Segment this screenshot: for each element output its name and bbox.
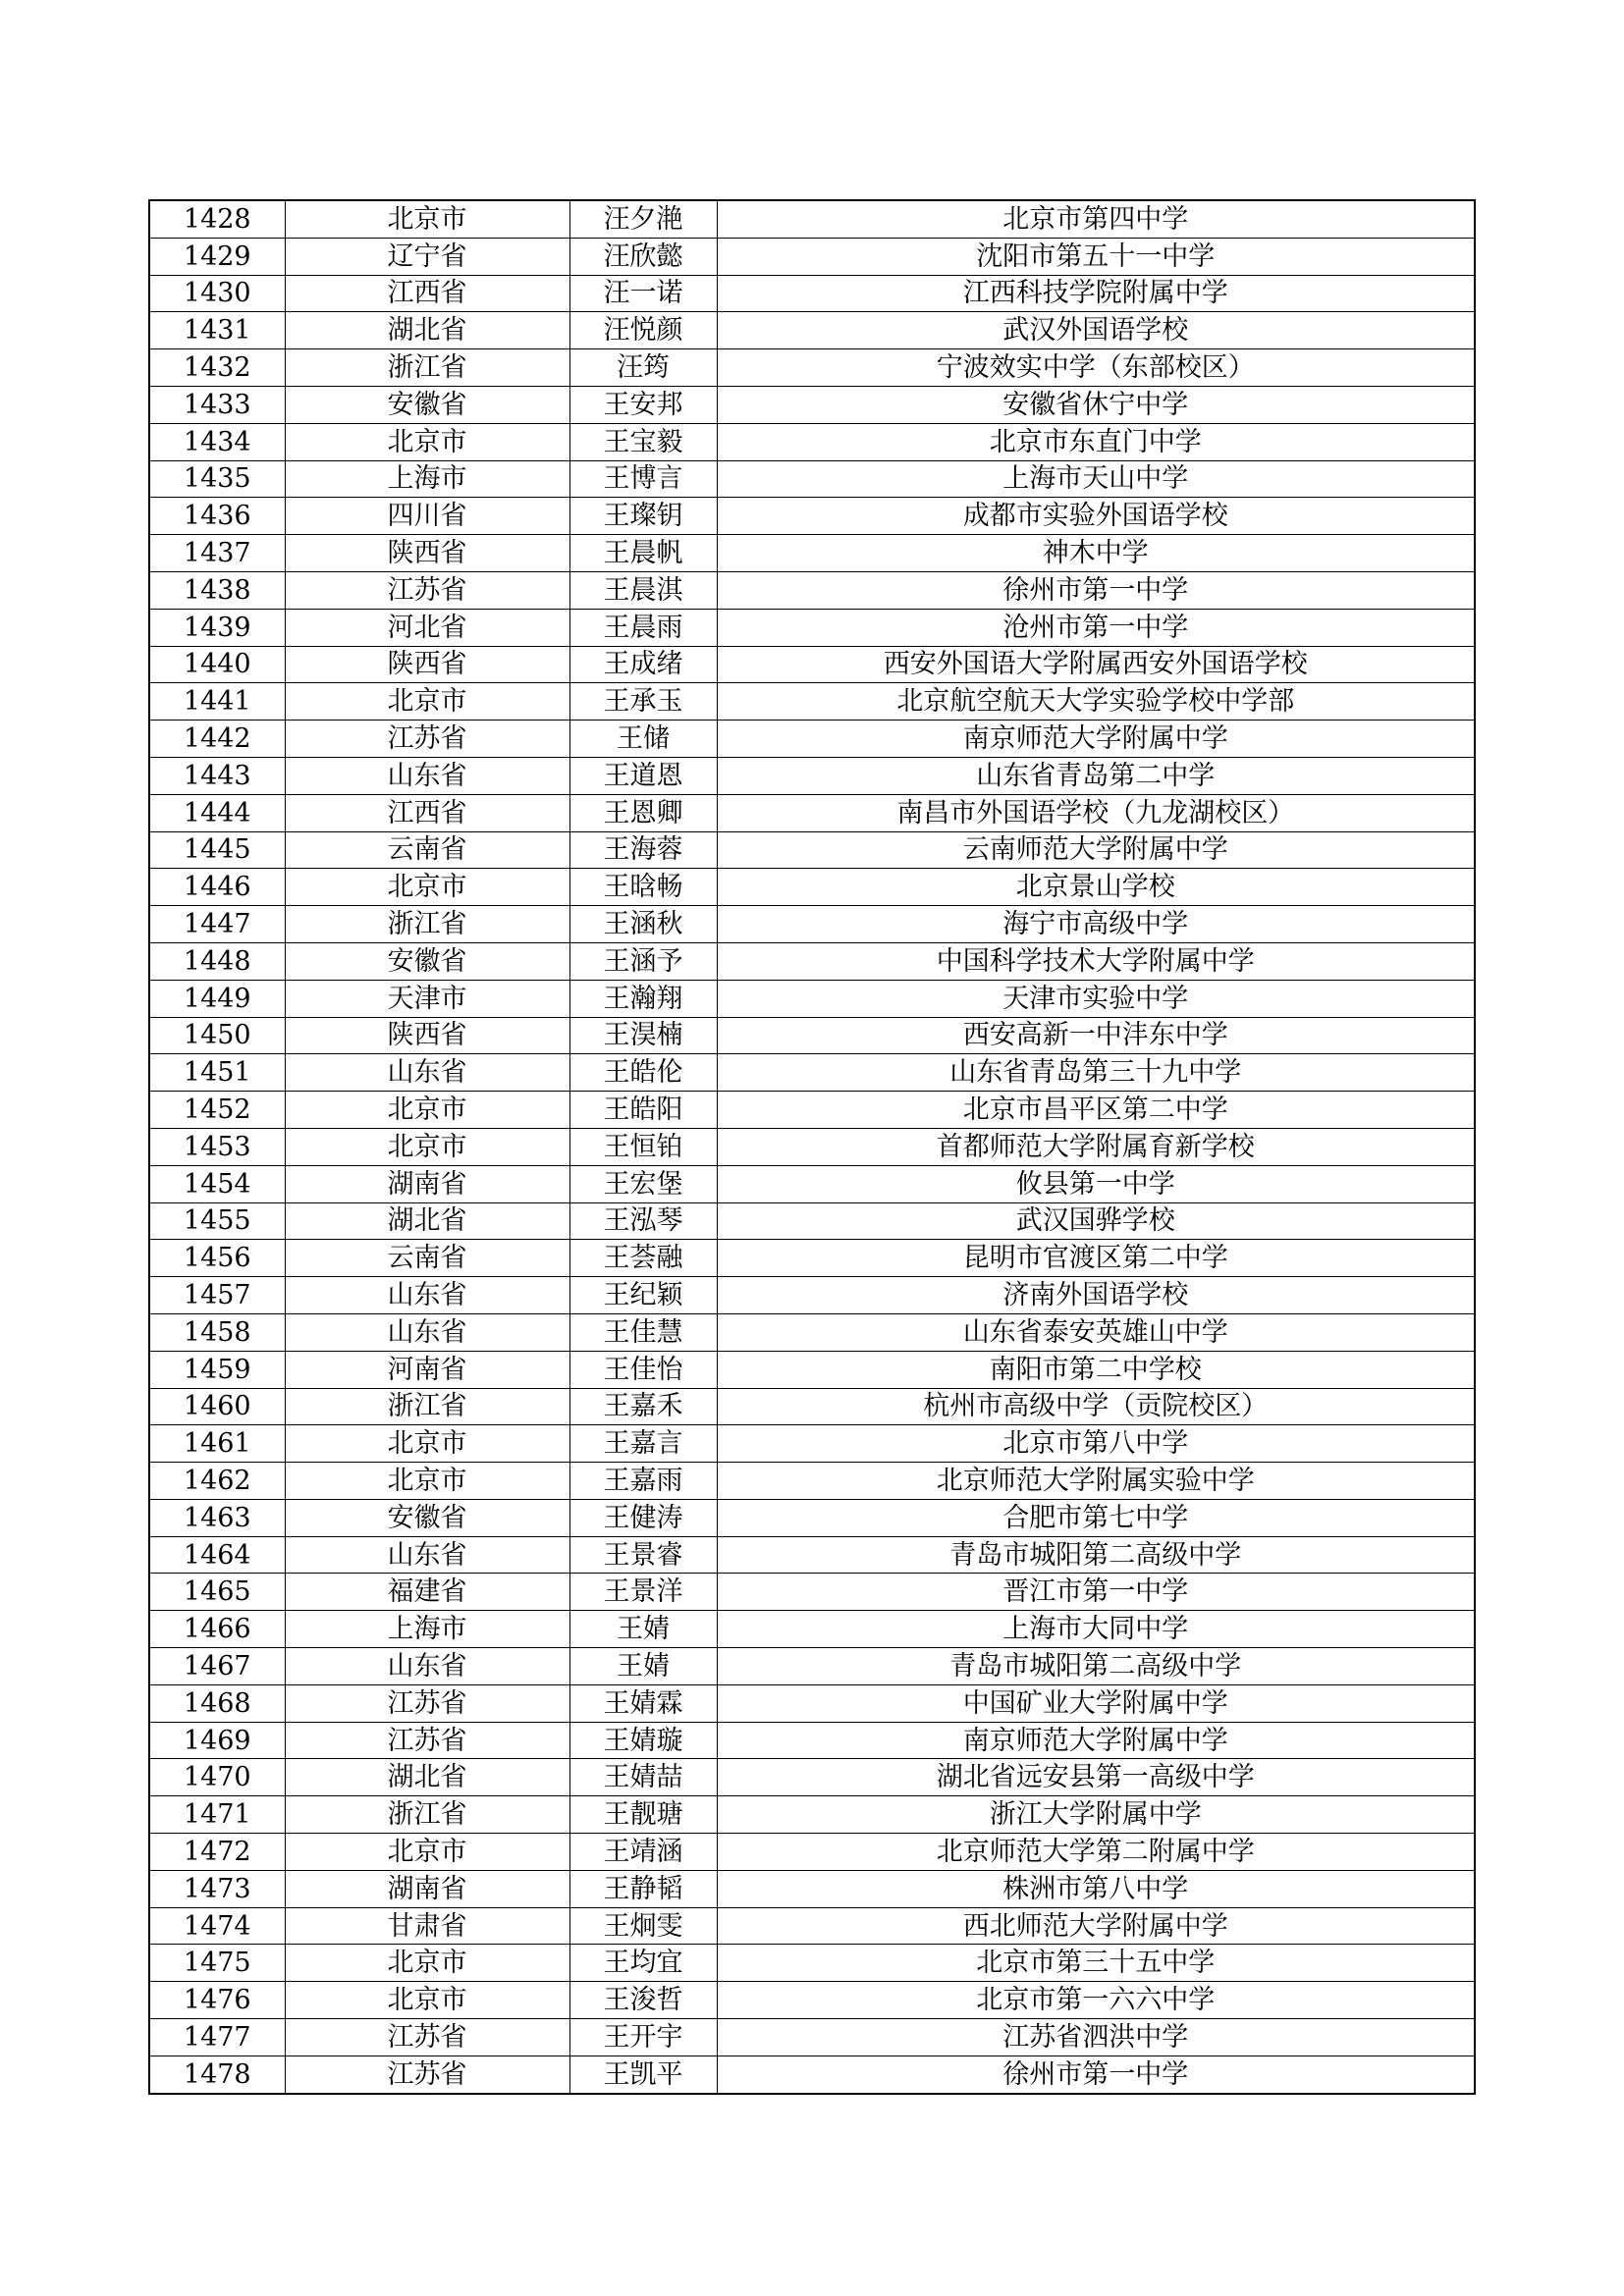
table-row [149,2019,1475,2056]
table-row [149,1313,1475,1351]
table-row [149,200,1475,238]
cell-province: 北京市 [285,423,569,460]
cell-school: 天津市实验中学 [717,980,1475,1017]
table-row [149,1684,1475,1722]
cell-school: 株洲市第八中学 [717,1870,1475,1907]
cell-school: 上海市天山中学 [717,460,1475,498]
table-row [149,721,1475,758]
cell-name: 王淏楠 [569,1017,717,1054]
cell-school: 北京师范大学附属实验中学 [717,1463,1475,1500]
table-row [149,1907,1475,1945]
table-row [149,1648,1475,1685]
cell-number: 1471 [149,1796,285,1834]
cell-province: 湖北省 [285,1759,569,1796]
cell-province: 辽宁省 [285,238,569,275]
cell-name: 王海蓉 [569,831,717,869]
cell-province: 北京市 [285,200,569,238]
cell-number: 1472 [149,1834,285,1871]
cell-school: 云南师范大学附属中学 [717,831,1475,869]
cell-number: 1462 [149,1463,285,1500]
cell-name: 王宏堡 [569,1165,717,1202]
cell-number: 1452 [149,1092,285,1129]
table-row [149,1277,1475,1314]
cell-school: 青岛市城阳第二高级中学 [717,1536,1475,1574]
cell-school: 江苏省泗洪中学 [717,2019,1475,2056]
table-row [149,1128,1475,1165]
cell-name: 王皓阳 [569,1092,717,1129]
cell-province: 陕西省 [285,1017,569,1054]
cell-province: 河北省 [285,609,569,646]
cell-name: 汪一诺 [569,275,717,312]
cell-name: 王婧璇 [569,1722,717,1759]
cell-province: 湖北省 [285,312,569,349]
table-row [149,683,1475,721]
cell-name: 王恒铂 [569,1128,717,1165]
cell-province: 江苏省 [285,1684,569,1722]
table-row [149,980,1475,1017]
cell-number: 1461 [149,1425,285,1463]
table-row [149,1202,1475,1240]
cell-number: 1463 [149,1499,285,1536]
cell-number: 1457 [149,1277,285,1314]
cell-school: 昆明市官渡区第二中学 [717,1240,1475,1277]
cell-province: 山东省 [285,1277,569,1314]
cell-name: 王嘉雨 [569,1463,717,1500]
cell-number: 1450 [149,1017,285,1054]
table-row [149,1611,1475,1648]
cell-number: 1449 [149,980,285,1017]
cell-number: 1445 [149,831,285,869]
cell-province: 江苏省 [285,721,569,758]
table-row [149,498,1475,535]
cell-name: 王涵秋 [569,906,717,943]
cell-number: 1451 [149,1054,285,1092]
cell-school: 杭州市高级中学（贡院校区） [717,1388,1475,1425]
cell-name: 王佳怡 [569,1351,717,1388]
cell-province: 安徽省 [285,942,569,980]
cell-name: 王靖涵 [569,1834,717,1871]
cell-school: 宁波效实中学（东部校区） [717,349,1475,387]
table-row [149,238,1475,275]
cell-number: 1456 [149,1240,285,1277]
cell-school: 西北师范大学附属中学 [717,1907,1475,1945]
cell-province: 河南省 [285,1351,569,1388]
table-row [149,794,1475,831]
cell-school: 山东省青岛第二中学 [717,757,1475,794]
cell-name: 王宝毅 [569,423,717,460]
cell-number: 1469 [149,1722,285,1759]
cell-name: 王靓瑭 [569,1796,717,1834]
cell-number: 1458 [149,1313,285,1351]
cell-name: 汪筠 [569,349,717,387]
cell-school: 北京市昌平区第二中学 [717,1092,1475,1129]
table-row [149,1351,1475,1388]
table-row [149,312,1475,349]
cell-name: 王婧 [569,1611,717,1648]
cell-province: 江西省 [285,275,569,312]
cell-province: 湖南省 [285,1870,569,1907]
cell-number: 1467 [149,1648,285,1685]
cell-school: 沧州市第一中学 [717,609,1475,646]
cell-number: 1478 [149,2056,285,2093]
cell-province: 北京市 [285,1945,569,1982]
cell-number: 1476 [149,1982,285,2019]
cell-name: 王开宇 [569,2019,717,2056]
cell-school: 江西科技学院附属中学 [717,275,1475,312]
cell-province: 上海市 [285,460,569,498]
cell-school: 首都师范大学附属育新学校 [717,1128,1475,1165]
cell-number: 1435 [149,460,285,498]
cell-school: 北京市第一六六中学 [717,1982,1475,2019]
cell-province: 北京市 [285,1128,569,1165]
cell-number: 1440 [149,646,285,683]
table-row [149,1165,1475,1202]
cell-number: 1444 [149,794,285,831]
cell-number: 1453 [149,1128,285,1165]
cell-province: 山东省 [285,1536,569,1574]
cell-province: 北京市 [285,1982,569,2019]
cell-school: 武汉国骅学校 [717,1202,1475,1240]
cell-school: 南京师范大学附属中学 [717,721,1475,758]
cell-number: 1460 [149,1388,285,1425]
cell-school: 徐州市第一中学 [717,571,1475,609]
cell-school: 北京师范大学第二附属中学 [717,1834,1475,1871]
cell-province: 山东省 [285,1648,569,1685]
cell-number: 1454 [149,1165,285,1202]
cell-province: 江西省 [285,794,569,831]
cell-school: 中国矿业大学附属中学 [717,1684,1475,1722]
cell-province: 江苏省 [285,2056,569,2093]
cell-number: 1431 [149,312,285,349]
cell-province: 浙江省 [285,349,569,387]
cell-name: 王静韬 [569,1870,717,1907]
cell-name: 王佳慧 [569,1313,717,1351]
cell-name: 王炯雯 [569,1907,717,1945]
cell-province: 山东省 [285,757,569,794]
cell-number: 1446 [149,869,285,906]
cell-name: 汪悦颜 [569,312,717,349]
table-row [149,460,1475,498]
table-row [149,349,1475,387]
cell-name: 王嘉禾 [569,1388,717,1425]
cell-number: 1429 [149,238,285,275]
cell-name: 王承玉 [569,683,717,721]
cell-number: 1438 [149,571,285,609]
cell-province: 云南省 [285,1240,569,1277]
table-row [149,609,1475,646]
table-row [149,1463,1475,1500]
cell-province: 陕西省 [285,646,569,683]
table-row [149,571,1475,609]
cell-school: 海宁市高级中学 [717,906,1475,943]
cell-number: 1464 [149,1536,285,1574]
cell-school: 徐州市第一中学 [717,2056,1475,2093]
cell-province: 湖南省 [285,1165,569,1202]
cell-province: 安徽省 [285,386,569,423]
cell-province: 北京市 [285,1463,569,1500]
cell-province: 北京市 [285,1834,569,1871]
table-row [149,831,1475,869]
table-row [149,942,1475,980]
cell-school: 北京航空航天大学实验学校中学部 [717,683,1475,721]
cell-name: 王成绪 [569,646,717,683]
table-row [149,906,1475,943]
cell-number: 1433 [149,386,285,423]
cell-number: 1477 [149,2019,285,2056]
cell-name: 王安邦 [569,386,717,423]
table-row [149,1796,1475,1834]
cell-name: 王晨帆 [569,535,717,572]
cell-school: 成都市实验外国语学校 [717,498,1475,535]
table-row [149,1945,1475,1982]
table-row [149,1425,1475,1463]
table-row [149,1574,1475,1611]
cell-name: 王均宜 [569,1945,717,1982]
cell-province: 浙江省 [285,906,569,943]
cell-school: 攸县第一中学 [717,1165,1475,1202]
cell-school: 中国科学技术大学附属中学 [717,942,1475,980]
cell-school: 湖北省远安县第一高级中学 [717,1759,1475,1796]
cell-school: 安徽省休宁中学 [717,386,1475,423]
cell-school: 北京市第八中学 [717,1425,1475,1463]
cell-province: 湖北省 [285,1202,569,1240]
cell-number: 1443 [149,757,285,794]
cell-school: 沈阳市第五十一中学 [717,238,1475,275]
cell-number: 1436 [149,498,285,535]
cell-name: 王景洋 [569,1574,717,1611]
cell-name: 王晨雨 [569,609,717,646]
cell-name: 王景睿 [569,1536,717,1574]
cell-number: 1437 [149,535,285,572]
cell-number: 1439 [149,609,285,646]
cell-number: 1441 [149,683,285,721]
cell-number: 1474 [149,1907,285,1945]
cell-school: 北京市第四中学 [717,200,1475,238]
cell-name: 王婧喆 [569,1759,717,1796]
cell-name: 王健涛 [569,1499,717,1536]
table-row [149,646,1475,683]
roster-table [148,199,1476,2095]
cell-province: 福建省 [285,1574,569,1611]
cell-number: 1466 [149,1611,285,1648]
table-row [149,1870,1475,1907]
table-row [149,1240,1475,1277]
cell-number: 1475 [149,1945,285,1982]
cell-name: 王泓琴 [569,1202,717,1240]
cell-name: 王瀚翔 [569,980,717,1017]
cell-school: 西安高新一中沣东中学 [717,1017,1475,1054]
cell-province: 江苏省 [285,2019,569,2056]
cell-school: 武汉外国语学校 [717,312,1475,349]
table-row [149,1722,1475,1759]
cell-name: 王皓伦 [569,1054,717,1092]
cell-number: 1465 [149,1574,285,1611]
cell-province: 江苏省 [285,571,569,609]
cell-number: 1447 [149,906,285,943]
cell-name: 王婧 [569,1648,717,1685]
cell-name: 王博言 [569,460,717,498]
cell-province: 北京市 [285,1092,569,1129]
cell-province: 甘肃省 [285,1907,569,1945]
cell-province: 云南省 [285,831,569,869]
cell-number: 1455 [149,1202,285,1240]
cell-number: 1434 [149,423,285,460]
table-row [149,1982,1475,2019]
cell-school: 晋江市第一中学 [717,1574,1475,1611]
table-row [149,1388,1475,1425]
cell-number: 1468 [149,1684,285,1722]
cell-name: 王婧霖 [569,1684,717,1722]
table-row [149,869,1475,906]
cell-number: 1430 [149,275,285,312]
cell-school: 南阳市第二中学校 [717,1351,1475,1388]
cell-school: 神木中学 [717,535,1475,572]
table-row [149,1834,1475,1871]
cell-school: 济南外国语学校 [717,1277,1475,1314]
cell-province: 浙江省 [285,1796,569,1834]
roster-table-body [149,200,1475,2094]
table-row [149,1092,1475,1129]
cell-number: 1432 [149,349,285,387]
cell-name: 王纪颖 [569,1277,717,1314]
cell-name: 王荟融 [569,1240,717,1277]
cell-school: 南昌市外国语学校（九龙湖校区） [717,794,1475,831]
table-row [149,535,1475,572]
cell-name: 王浚哲 [569,1982,717,2019]
cell-number: 1473 [149,1870,285,1907]
cell-school: 山东省青岛第三十九中学 [717,1054,1475,1092]
cell-name: 汪欣懿 [569,238,717,275]
cell-number: 1428 [149,200,285,238]
cell-school: 山东省泰安英雄山中学 [717,1313,1475,1351]
cell-school: 南京师范大学附属中学 [717,1722,1475,1759]
cell-province: 山东省 [285,1054,569,1092]
cell-name: 王璨钥 [569,498,717,535]
cell-name: 王晗畅 [569,869,717,906]
cell-province: 北京市 [285,869,569,906]
cell-school: 北京市东直门中学 [717,423,1475,460]
table-row [149,1054,1475,1092]
cell-name: 王凯平 [569,2056,717,2093]
cell-province: 北京市 [285,1425,569,1463]
table-row [149,2056,1475,2093]
cell-name: 王道恩 [569,757,717,794]
cell-school: 青岛市城阳第二高级中学 [717,1648,1475,1685]
cell-name: 王晨淇 [569,571,717,609]
cell-province: 江苏省 [285,1722,569,1759]
cell-name: 王嘉言 [569,1425,717,1463]
cell-province: 陕西省 [285,535,569,572]
cell-school: 合肥市第七中学 [717,1499,1475,1536]
table-row [149,1759,1475,1796]
cell-school: 北京市第三十五中学 [717,1945,1475,1982]
cell-school: 浙江大学附属中学 [717,1796,1475,1834]
table-row [149,1536,1475,1574]
cell-number: 1459 [149,1351,285,1388]
table-row [149,1499,1475,1536]
cell-province: 浙江省 [285,1388,569,1425]
table-row [149,757,1475,794]
table-row [149,386,1475,423]
cell-school: 北京景山学校 [717,869,1475,906]
cell-province: 北京市 [285,683,569,721]
cell-province: 山东省 [285,1313,569,1351]
table-row [149,1017,1475,1054]
cell-name: 汪夕滟 [569,200,717,238]
cell-name: 王储 [569,721,717,758]
cell-school: 西安外国语大学附属西安外国语学校 [717,646,1475,683]
cell-number: 1470 [149,1759,285,1796]
cell-number: 1448 [149,942,285,980]
table-row [149,423,1475,460]
cell-province: 天津市 [285,980,569,1017]
cell-province: 上海市 [285,1611,569,1648]
cell-province: 四川省 [285,498,569,535]
cell-school: 上海市大同中学 [717,1611,1475,1648]
cell-number: 1442 [149,721,285,758]
cell-name: 王涵予 [569,942,717,980]
cell-province: 安徽省 [285,1499,569,1536]
cell-name: 王恩卿 [569,794,717,831]
table-row [149,275,1475,312]
